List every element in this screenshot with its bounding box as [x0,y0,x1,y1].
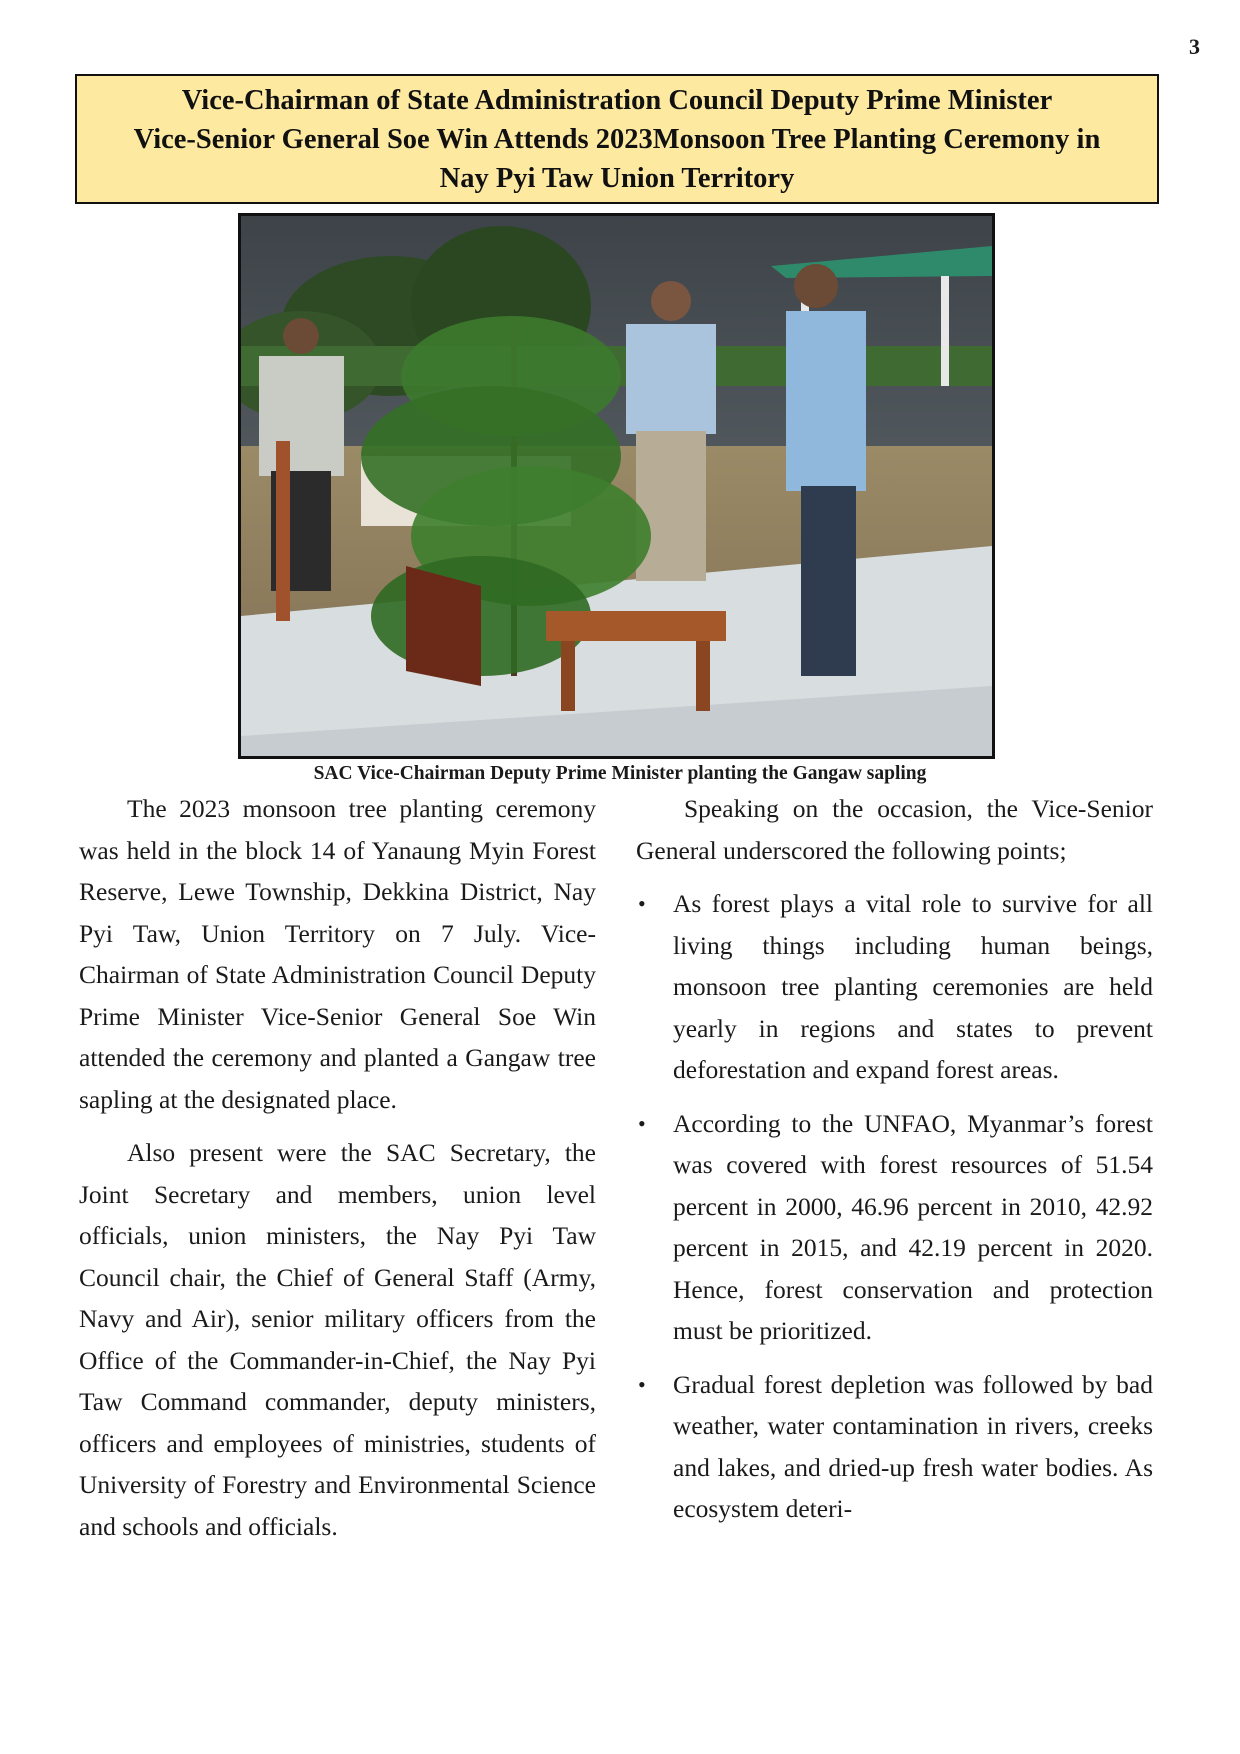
page-number: 3 [1189,34,1200,59]
ceremony-photo [238,213,995,759]
body-paragraph-1: The 2023 monsoon tree planting ceremony was held in the block 14 of Yanaung Myin Forest Reserve, Lewe Township, Dekkina District, Nay Pyi Taw, Union Territory on 7 July. Vice-Chairman of State Administration Council Deputy Prime Minister Vice-Senior General Soe Win attended the ceremony and planted a Gangaw tree sapling at the designated place. [79,794,596,1114]
left-column [79,788,596,1559]
bullet-icon: • [638,1110,646,1136]
headline [134,81,1101,198]
list-item-text: As forest plays a vital role to survive for all living things including human beings, monsoon tree planting ceremonies are held yearly in regions and states to prevent deforestation and expand forest areas. [673,889,1153,1084]
speech-intro: Speaking on the occasion, the Vice-Senior General underscored the following points; [636,794,1153,865]
list-item [636,1103,1153,1352]
right-column [636,788,1153,1542]
body-paragraph-2: Also present were the SAC Secretary, the Joint Secretary and members, union level officials, union ministers, the Nay Pyi Taw Council chair, the Chief of General Staff (Army, Navy and Air), senior military officers from the Office of the Commander-in-Chief, the Nay Pyi Taw Command commander, deputy ministers, officers and employees of ministries, students of University of Forestry and Environmental Science and schools and officials. [79,1138,596,1541]
photo-image [241,216,992,756]
bullet-icon: • [638,891,646,916]
headline-line-1: Vice-Chairman of State Administration Council Deputy Prime Minister [181,84,1053,116]
list-item-text: According to the UNFAO, Myanmar’s forest was covered with forest resources of 51.54 percent in 2000, 46.96 percent in 2010, 42.92 percent in 2015, and 42.19 percent in 2020. Hence, forest conservation and protection must be prioritized. [673,1108,1153,1345]
bullet-icon: • [638,1371,646,1397]
list-item-text: Gradual forest depletion was followed by bad weather, water contamination in rivers, creeks and lakes, and dried-up fresh water bodies. As ecosystem deteri- [673,1369,1153,1523]
list-item [636,1364,1153,1530]
headline-line-3: Nay Pyi Taw Union Territory [439,162,795,194]
list-item [636,883,1153,1091]
headline-box [75,74,1159,204]
speech-points-list [636,883,1153,1530]
headline-line-2: Vice-Senior General Soe Win Attends 2023Monsoon Tree Planting Ceremony in [133,123,1101,155]
photo-caption: SAC Vice-Chairman Deputy Prime Minister planting the Gangaw sapling [313,763,927,784]
